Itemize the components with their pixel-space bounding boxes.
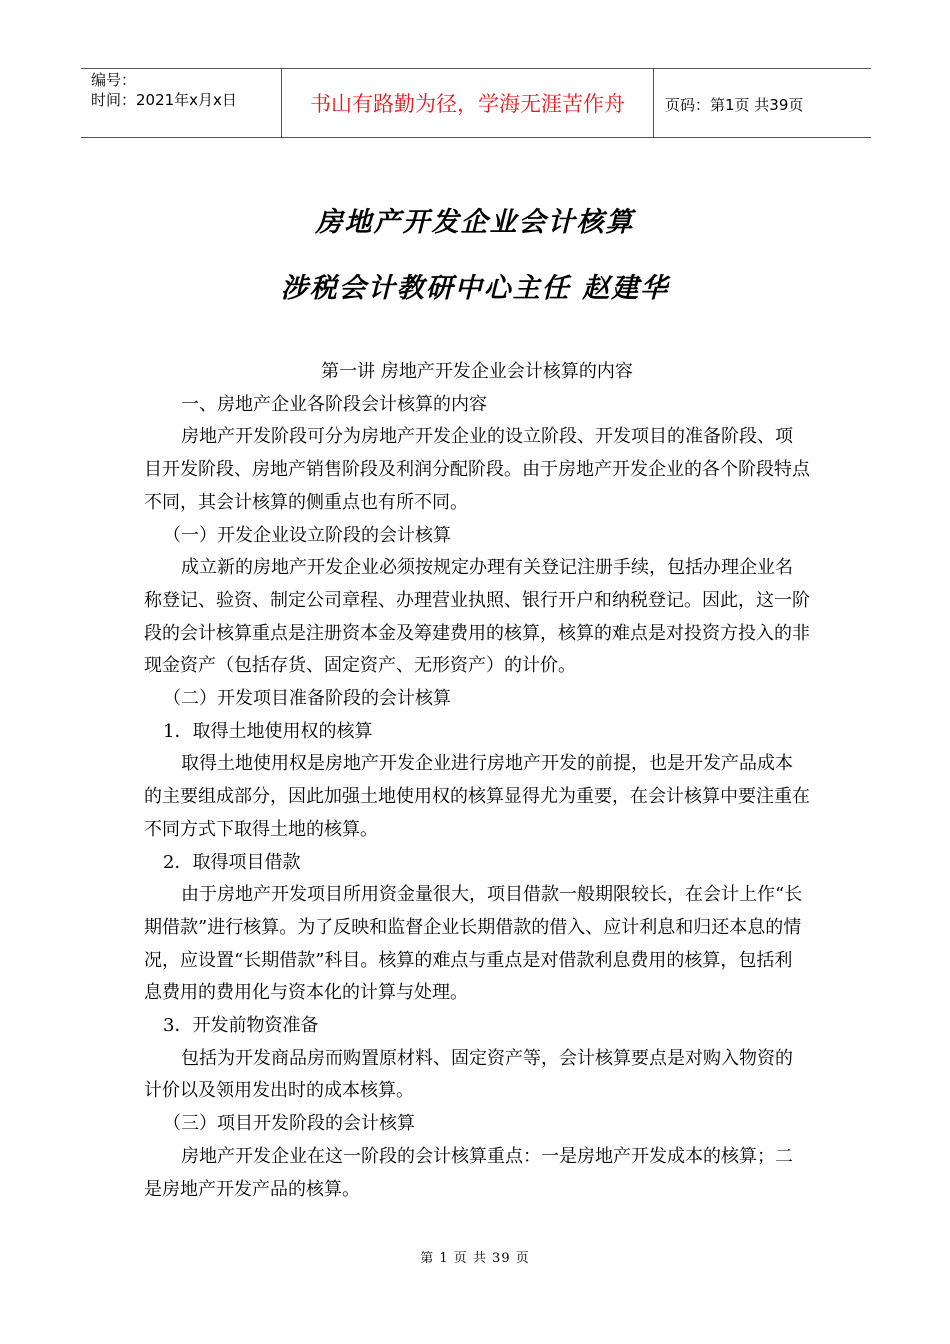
number-label: 编号：	[91, 71, 137, 89]
section-heading: 一、房地产企业各阶段会计核算的内容	[181, 393, 487, 415]
page-header	[81, 68, 871, 138]
header-meta	[81, 69, 281, 137]
item-heading: 3．开发前物资准备	[163, 1015, 319, 1037]
item-heading: 2．取得项目借款	[163, 851, 301, 873]
document-author: 涉税会计教研中心主任 赵建华	[280, 273, 670, 304]
subsection-heading: （三）项目开发阶段的会计核算	[163, 1113, 415, 1135]
item-heading: 1．取得土地使用权的核算	[163, 720, 373, 742]
lecture-heading: 第一讲 房地产开发企业会计核算的内容	[321, 361, 633, 382]
header-motto: 书山有路勤为径，学海无涯苦作舟	[310, 92, 625, 116]
paragraph: 由于房地产开发项目所用资金量很大，项目借款一般期限较长，在会计上作“长期借款”进行核算。为了反映和监督企业长期借款的借入、应计利息和归还本息的情况，应设置“长期借款”科目。核算的难点与重点是对借款利息费用的核算，包括利息费用的费用化与资本化的计算与处理。	[144, 884, 803, 1004]
paragraph: 房地产开发企业在这一阶段的会计核算重点：一是房地产开发成本的核算；二是房地产开发产品的核算。	[144, 1145, 793, 1200]
document-title: 房地产开发企业会计核算	[315, 207, 635, 238]
document-body	[144, 356, 810, 1206]
date-label: 时间：2021年x月x日	[91, 91, 237, 109]
page-footer: 第 1 页 共 39 页	[420, 1251, 530, 1266]
subsection-heading: （二）开发项目准备阶段的会计核算	[163, 688, 451, 710]
paragraph: 取得土地使用权是房地产开发企业进行房地产开发的前提，也是开发产品成本的主要组成部分，因此加强土地使用权的核算显得尤为重要，在会计核算中要注重在不同方式下取得土地的核算。	[144, 753, 810, 840]
header-page-label: 页码：第1页 共39页	[665, 96, 804, 114]
subsection-heading: （一）开发企业设立阶段的会计核算	[163, 524, 451, 546]
header-divider	[653, 69, 654, 137]
paragraph: 房地产开发阶段可分为房地产开发企业的设立阶段、开发项目的准备阶段、项目开发阶段、房地产销售阶段及利润分配阶段。由于房地产开发企业的各个阶段特点不同，其会计核算的侧重点也有所不同。	[144, 426, 810, 513]
paragraph: 成立新的房地产开发企业必须按规定办理有关登记注册手续，包括办理企业名称登记、验资、制定公司章程、办理营业执照、银行开户和纳税登记。因此，这一阶段的会计核算重点是注册资本金及筹建费用的核算，核算的难点是对投资方投入的非现金资产（包括存货、固定资产、无形资产）的计价。	[144, 557, 810, 677]
paragraph: 包括为开发商品房而购置原材料、固定资产等，会计核算要点是对购入物资的计价以及领用发出时的成本核算。	[144, 1047, 793, 1102]
